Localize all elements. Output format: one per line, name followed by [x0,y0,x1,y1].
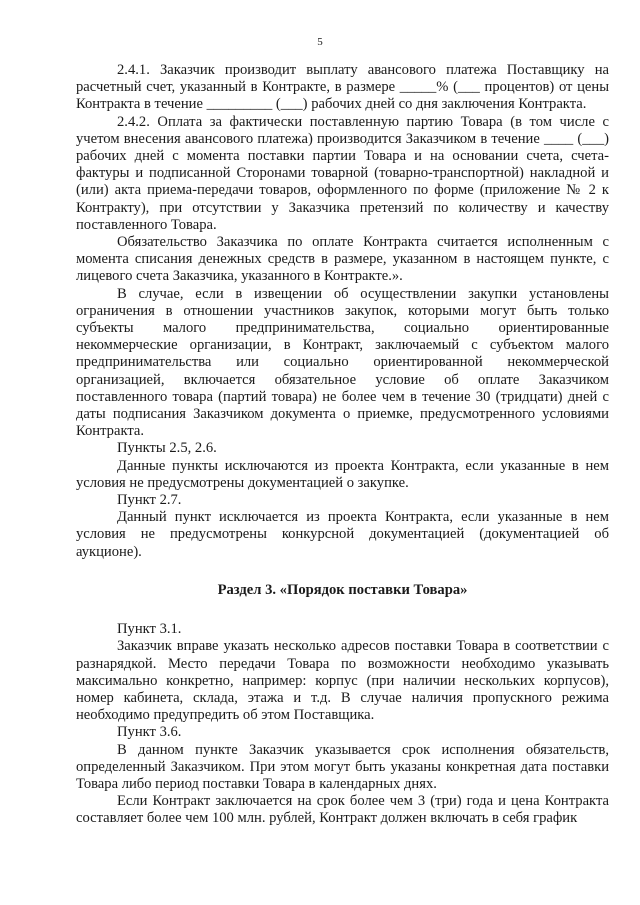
paragraph-items-2-5-2-6: Пункты 2.5, 2.6. [117,440,217,457]
page-number: 5 [317,36,323,48]
paragraph-items-2-5-2-6-note: Данные пункты исключаются из проекта Контракта, если указанные в нем условия не предусмотрены документацией о закупке. [76,457,609,491]
paragraph-2-4-2: 2.4.2. Оплата за фактически поставленную партию Товара (в том числе с учетом внесения авансового платежа) производится Заказчиком в течение ____ (___) рабочих дней с момента поставки партии Товара и на основании счета, счета-фактуры и подписанной Сторонами товарной (товарно-транспортной) накладной и (или) акта приема-передачи товаров, оформленного по форме (приложение № 2 к Контракту), при отсутствии у Заказчика претензий по количеству и качеству поставленного Товара. [76,113,609,233]
section-heading: Раздел 3. «Порядок поставки Товара» [217,581,468,598]
paragraph-item-3-1-note: Заказчик вправе указать несколько адресов поставки Товара в соответствии с разнарядкой. Место передачи Товара по возможности необходимо указывать максимально конкретно, например: корпус (при наличии нескольких корпусов), номер кабинета, склада, этажа и т.д. В случае наличия пропускного режима необходимо предупредить об этом Поставщика. [76,638,609,724]
paragraph-item-3-1: Пункт 3.1. [117,621,182,638]
paragraph-item-3-6-note: В данном пункте Заказчик указывается срок исполнения обязательств, определенный Заказчиком. При этом могут быть указаны конкретная дата поставки Товара либо период поставки Товара в календарных днях. [76,741,609,792]
paragraph-contract-term: Если Контракт заключается на срок более чем 3 (три) года и цена Контракта составляет более чем 100 млн. рублей, Контракт должен включать в себя график [76,793,609,827]
paragraph-item-3-6: Пункт 3.6. [117,724,182,741]
paragraph-small-business: В случае, если в извещении об осуществлении закупки установлены ограничения в отношении участников закупок, которыми могут быть только субъекты малого предпринимательства, социально ориентированные некоммерческие организации, в Контракт, заключаемый с субъектом малого предпринимательства или социально ориентированной некоммерческой организацией, включается обязательное условие об оплате Заказчиком поставленного товара (партий товара) не более чем в течение 30 (тридцати) дней с даты подписания Заказчиком документа о приемке, предусмотренного условиями Контракта. [76,285,609,440]
document-body [76,62,609,828]
paragraph-item-2-7-note: Данный пункт исключается из проекта Контракта, если указанные в нем условия не предусмотрены конкурсной документацией (документацией об аукционе). [76,509,609,560]
paragraph-item-2-7: Пункт 2.7. [117,492,182,509]
paragraph-payment-obligation: Обязательство Заказчика по оплате Контракта считается исполненным с момента списания денежных средств в размере, указанном в настоящем пункте, с лицевого счета Заказчика, указанного в Контракте.». [76,234,609,285]
paragraph-2-4-1: 2.4.1. Заказчик производит выплату авансового платежа Поставщику на расчетный счет, указанный в Контракте, в размере _____% (___ процентов) от цены Контракта в течение _________ (___) рабочих дней со дня заключения Контракта. [76,62,609,113]
